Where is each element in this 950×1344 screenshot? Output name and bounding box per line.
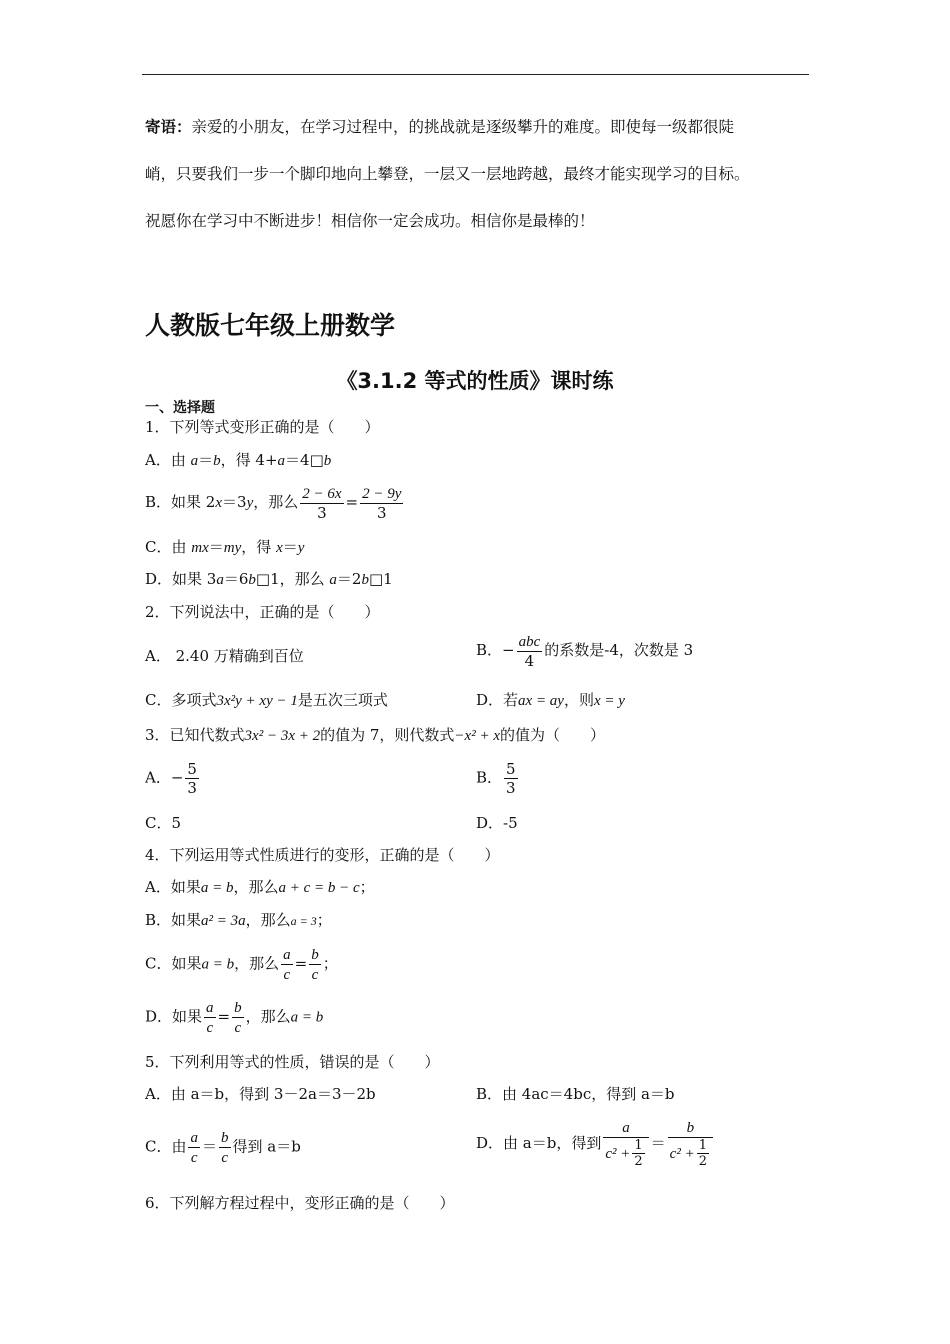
q4-option-d: D．如果 $\frac{a}{c}$ = $\frac{b}{c}$ ，那么a = b	[145, 1000, 324, 1036]
q5-option-d: D．由 a＝b，得到 a c² + $\frac{1}{2}$ ＝ b c² + $\frac{1}{2}$	[476, 1118, 715, 1170]
page-title: 人教版七年级上册数学	[145, 311, 396, 340]
q1-option-d: D．如果 3a＝6b□1，那么 a＝2b□1	[145, 570, 393, 588]
section-heading: 一、选择题	[145, 400, 215, 416]
q2-option-b: B．− $\frac{\text{abc}}{4}$ 的系数是-4，次数是 3	[476, 634, 694, 670]
question-5-stem: 5．下列利用等式的性质，错误的是（ ）	[145, 1053, 440, 1071]
q4-option-c: C．如果a = b，那么 $\frac{a}{c}$ = $\frac{b}{c}$ ；	[145, 947, 338, 983]
q1-option-a: A．由 a＝b，得 4+a＝4□b	[145, 451, 332, 469]
motto-line-1: 寄语：亲爱的小朋友，在学习过程中，的挑战就是逐级攀升的难度。即使每一级都很陡	[145, 118, 735, 136]
q3-option-d: D．-5	[476, 814, 518, 832]
q4-option-b: B．如果a² = 3a，那么a = 3；	[145, 911, 332, 929]
question-4-stem: 4．下列运用等式性质进行的变形，正确的是（ ）	[145, 846, 500, 864]
question-3-stem: 3．已知代数式3x² − 3x + 2的值为 7，则代数式−x² + x的值为（ ）	[145, 726, 605, 744]
page-subtitle: 《3.1.2 等式的性质》课时练	[336, 369, 614, 393]
q2-option-a: A． 2.40 万精确到百位	[145, 647, 304, 665]
q3-option-c: C．5	[145, 814, 182, 832]
question-6-stem: 6．下列解方程过程中，变形正确的是（ ）	[145, 1194, 455, 1212]
q5-option-c: C．由 $\frac{a}{c}$ ＝ $\frac{b}{c}$ 得到 a＝b	[145, 1130, 301, 1166]
q3-option-a: A．− $\frac{5}{3}$	[145, 760, 197, 797]
q5-option-a: A．由 a＝b，得到 3－2a＝3－2b	[145, 1085, 376, 1103]
header-rule	[142, 74, 809, 75]
q3-option-b: B． $\frac{5}{3}$	[476, 760, 516, 797]
q1-option-c: C．由 mx＝my，得 x＝y	[145, 538, 305, 556]
q2-option-d: D．若ax = ay，则x = y	[476, 691, 625, 709]
motto-line-2: 峭，只要我们一步一个脚印地向上攀登，一层又一层地跨越，最终才能实现学习的目标。	[145, 165, 750, 183]
motto-label: 寄语：	[145, 118, 192, 136]
motto-line-3: 祝愿你在学习中不断进步！相信你一定会成功。相信你是最棒的！	[145, 212, 595, 230]
q1-option-b: B．如果 2x＝3y，那么 $\frac{2 - 6x}{3}$ = $\frac{2 - 9y}{3}$	[145, 486, 402, 522]
q4-option-a: A．如果a = b，那么a + c = b − c；	[145, 878, 375, 896]
q2-option-c: C．多项式3x²y + xy − 1是五次三项式	[145, 691, 388, 709]
question-2-stem: 2．下列说法中，正确的是（ ）	[145, 603, 380, 621]
question-1-stem: 1．下列等式变形正确的是（ ）	[145, 418, 380, 436]
q5-option-b: B．由 4ac＝4bc，得到 a＝b	[476, 1085, 675, 1103]
